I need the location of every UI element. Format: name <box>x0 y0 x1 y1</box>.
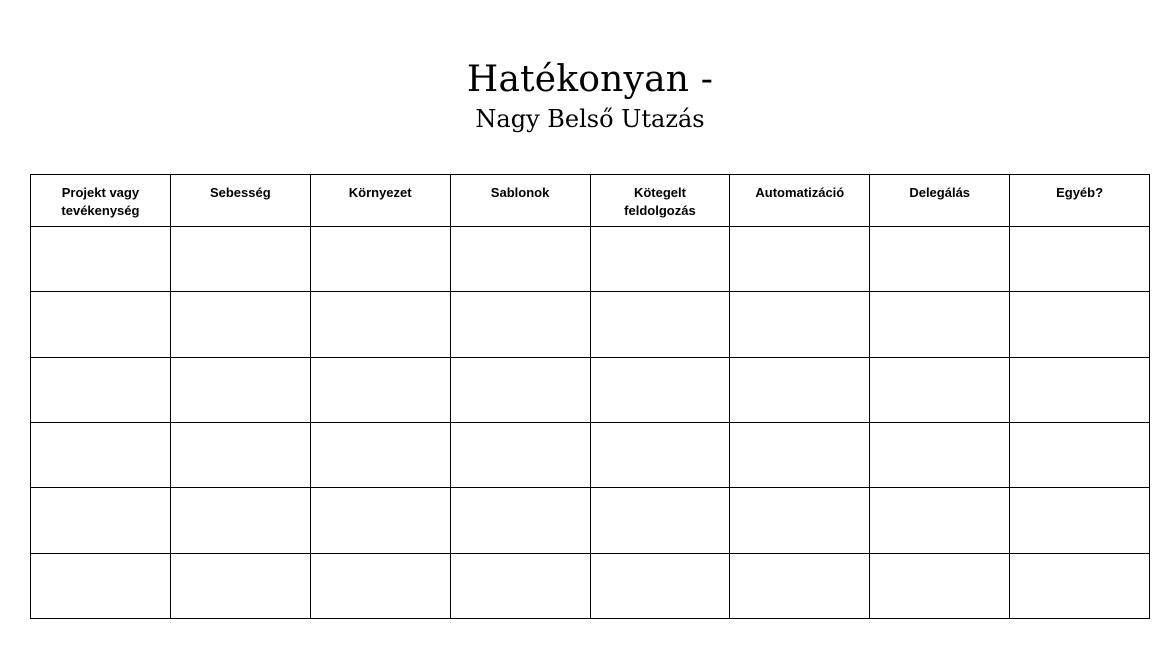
table-cell[interactable] <box>870 292 1010 357</box>
table-cell[interactable] <box>1010 422 1150 487</box>
table-cell[interactable] <box>1010 227 1150 292</box>
table-cell[interactable] <box>450 292 590 357</box>
table-cell[interactable] <box>310 292 450 357</box>
title-block <box>0 58 1172 134</box>
table-cell[interactable] <box>170 227 310 292</box>
table-cell[interactable] <box>590 292 730 357</box>
header-sablonok <box>450 175 590 227</box>
table-cell[interactable] <box>450 227 590 292</box>
header-projekt <box>31 175 171 227</box>
table-cell[interactable] <box>170 488 310 553</box>
planning-table <box>30 174 1150 619</box>
table-cell[interactable] <box>590 488 730 553</box>
table-cell[interactable] <box>730 553 870 618</box>
header-label: Sablonok <box>490 185 550 200</box>
table-cell[interactable] <box>170 292 310 357</box>
header-label: Sebesség <box>209 185 271 200</box>
header-kornyezet <box>310 175 450 227</box>
header-egyeb <box>1010 175 1150 227</box>
header-label: Automatizáció <box>755 185 845 200</box>
table-cell[interactable] <box>590 422 730 487</box>
table-cell[interactable] <box>450 488 590 553</box>
table-cell[interactable] <box>730 422 870 487</box>
table-cell[interactable] <box>170 553 310 618</box>
table-cell[interactable] <box>31 553 171 618</box>
header-label: Kötegelt feldolgozás <box>624 185 696 218</box>
table-row <box>31 488 1150 553</box>
table-cell[interactable] <box>1010 357 1150 422</box>
table-cell[interactable] <box>730 227 870 292</box>
header-sebesseg <box>170 175 310 227</box>
header-kotegelt <box>590 175 730 227</box>
header-label: Delegálás <box>909 185 971 200</box>
table-cell[interactable] <box>31 422 171 487</box>
table-header-row <box>31 175 1150 227</box>
table-row <box>31 553 1150 618</box>
table-cell[interactable] <box>31 227 171 292</box>
table-cell[interactable] <box>31 292 171 357</box>
table-cell[interactable] <box>31 357 171 422</box>
table-cell[interactable] <box>590 553 730 618</box>
table-row <box>31 357 1150 422</box>
table-cell[interactable] <box>870 553 1010 618</box>
table-cell[interactable] <box>870 422 1010 487</box>
table-cell[interactable] <box>870 488 1010 553</box>
table-cell[interactable] <box>590 357 730 422</box>
header-label: Egyéb? <box>1056 185 1104 200</box>
table-cell[interactable] <box>310 357 450 422</box>
header-automatizacio <box>730 175 870 227</box>
table-cell[interactable] <box>730 357 870 422</box>
table-cell[interactable] <box>310 422 450 487</box>
table-cell[interactable] <box>1010 553 1150 618</box>
table-cell[interactable] <box>730 488 870 553</box>
header-delegalas <box>870 175 1010 227</box>
table-cell[interactable] <box>870 227 1010 292</box>
table-row <box>31 227 1150 292</box>
table-cell[interactable] <box>1010 292 1150 357</box>
table-cell[interactable] <box>450 422 590 487</box>
header-label: Projekt vagy tevékenység <box>61 185 140 218</box>
table-cell[interactable] <box>310 488 450 553</box>
table-cell[interactable] <box>31 488 171 553</box>
page-title: Hatékonyan - <box>466 59 714 100</box>
header-label: Környezet <box>348 185 412 200</box>
table-cell[interactable] <box>590 227 730 292</box>
table-cell[interactable] <box>310 227 450 292</box>
table-cell[interactable] <box>310 553 450 618</box>
table-cell[interactable] <box>730 292 870 357</box>
table-cell[interactable] <box>450 357 590 422</box>
table-cell[interactable] <box>450 553 590 618</box>
table-row <box>31 292 1150 357</box>
table-cell[interactable] <box>170 422 310 487</box>
table-cell[interactable] <box>170 357 310 422</box>
page-subtitle: Nagy Belső Utazás <box>475 105 705 133</box>
table-row <box>31 422 1150 487</box>
table-cell[interactable] <box>1010 488 1150 553</box>
table-cell[interactable] <box>870 357 1010 422</box>
